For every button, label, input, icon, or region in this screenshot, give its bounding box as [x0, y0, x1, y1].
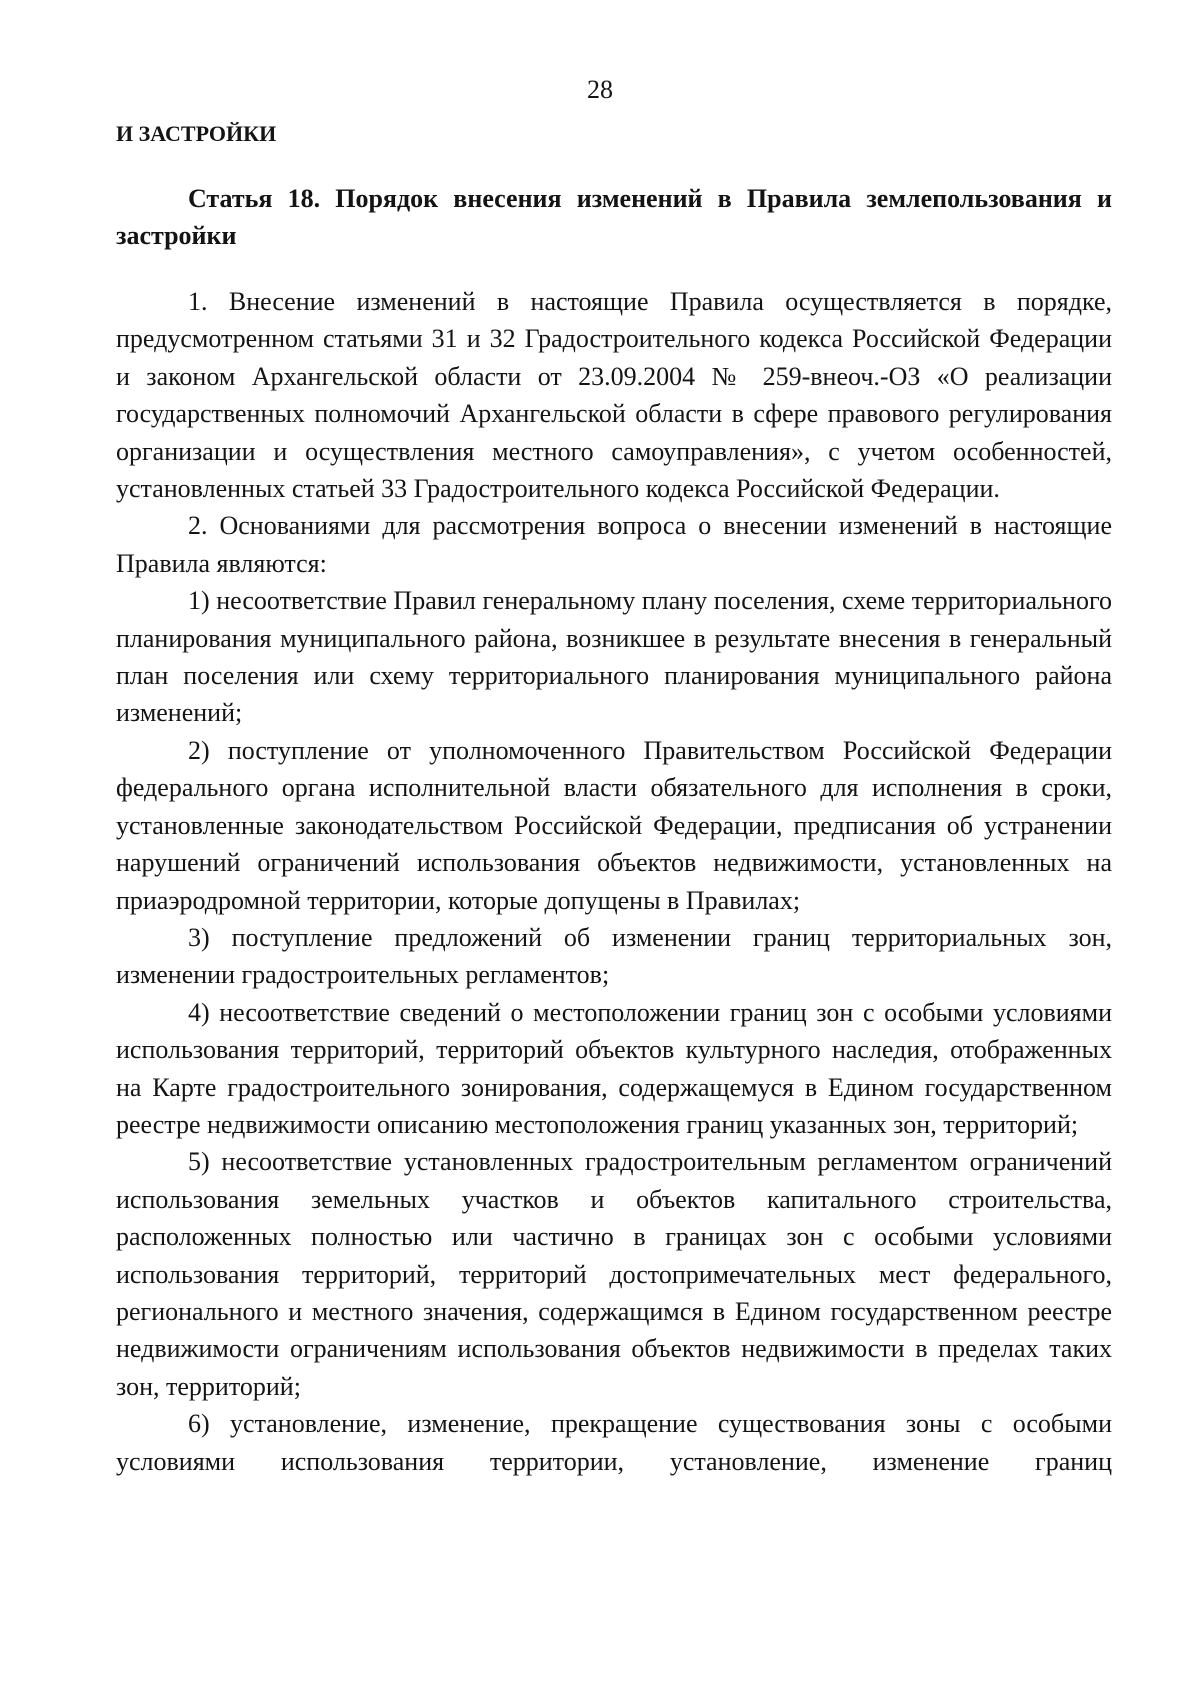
- list-item-6: 6) установление, изменение, прекращение существования зоны с особыми условиями использования территории, установление, изменение границ: [116, 1409, 1112, 1476]
- list-item-3: 3) поступление предложений об изменении границ территориальных зон, изменении градостроительных регламентов;: [116, 922, 1112, 990]
- list-item-5: 5) несоответствие установленных градостроительным регламентом ограничений использования земельных участков и объектов капитального строительства, расположенных полностью или частично в границах зон с особыми условиями использования территорий, территорий достопримечательных мест федерального, регионального и местного значения, содержащимся в Едином государственном реестре недвижимости ограничениям использования объектов недвижимости в пределах таких зон, территорий;: [116, 1147, 1112, 1401]
- page-number: 28: [587, 75, 613, 104]
- paragraph-2: 2. Основаниями для рассмотрения вопроса о внесении изменений в настоящие Правила являются:: [116, 511, 1112, 578]
- list-item-1: 1) несоответствие Правил генеральному плану поселения, схеме территориального планирования муниципального района, возникшее в результате внесения в генеральный план поселения или схему территориального планирования муниципального района изменений;: [116, 586, 1112, 728]
- paragraph-1: 1. Внесение изменений в настоящие Правила осуществляется в порядке, предусмотренном статьями 31 и 32 Градостроительного кодекса Российской Федерации и законом Архангельской области от 23.09.2004 № 259-внеоч.-ОЗ «О реализации государственных полномочий Архангельской области в сфере правового регулирования организации и осуществления местного самоуправления», с учетом особенностей, установленных статьей 33 Градостроительного кодекса Российской Федерации.: [116, 287, 1112, 504]
- continued-heading: И ЗАСТРОЙКИ: [116, 121, 277, 146]
- page-body: [116, 118, 1112, 1480]
- list-item-2: 2) поступление от уполномоченного Правительством Российской Федерации федерального органа исполнительной власти обязательного для исполнения в сроки, установленные законодательством Российской Федерации, предписания об устранении нарушений ограничений использования объектов недвижимости, установленных на приаэродромной территории, которые допущены в Правилах;: [116, 735, 1112, 915]
- list-item-4: 4) несоответствие сведений о местоположении границ зон с особыми условиями использования территорий, территорий объектов культурного наследия, отображенных на Карте градостроительного зонирования, содержащемуся в Едином государственном реестре недвижимости описанию местоположения границ указанных зон, территорий;: [116, 997, 1112, 1139]
- article-title: Статья 18. Порядок внесения изменений в Правила землепользования и застройки: [116, 184, 1112, 250]
